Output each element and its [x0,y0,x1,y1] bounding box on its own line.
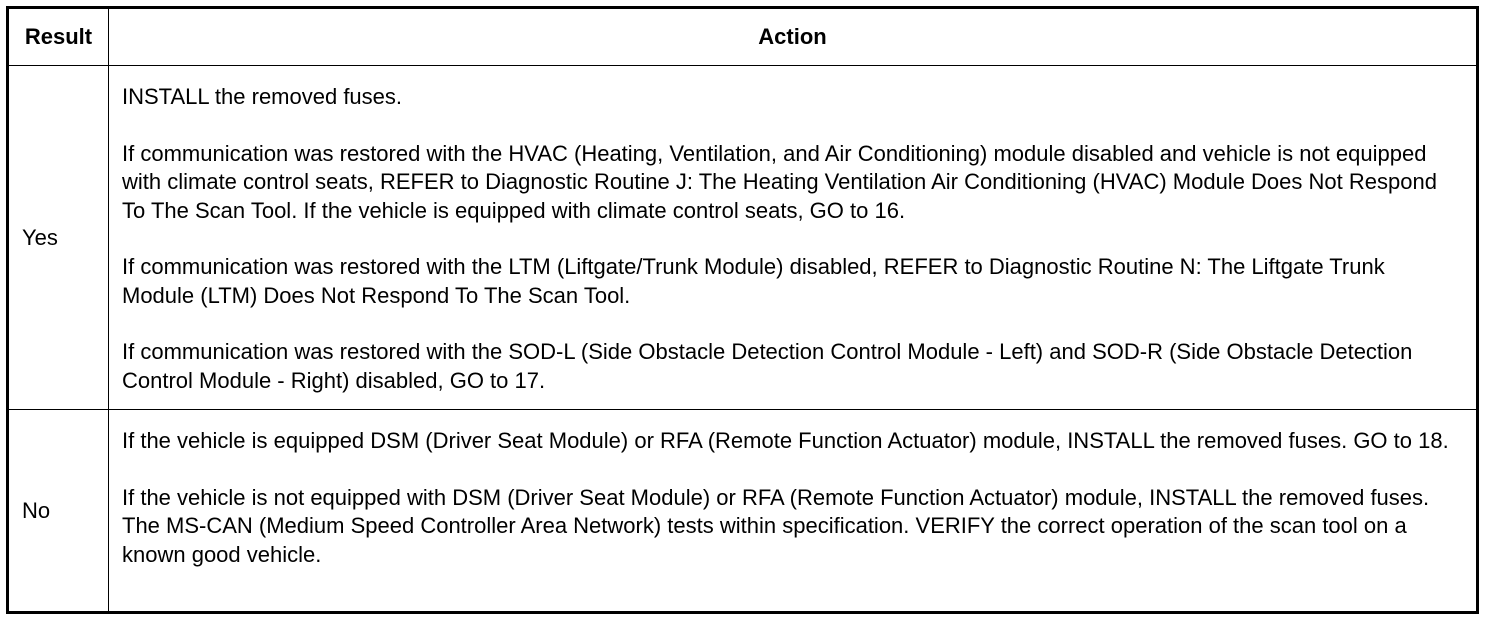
result-cell-no: No [8,410,109,613]
action-paragraph: If the vehicle is not equipped with DSM (Driver Seat Module) or RFA (Remote Function Actuator) module, INSTALL the removed fuses. The MS-CAN (Medium Speed Controller Area Network) tests within specification. VERIFY the correct operation of the scan tool on a known good vehicle. [122,484,1430,567]
action-cell-yes [109,66,1478,410]
action-cell-no [109,410,1478,613]
table-header-row [8,8,1478,66]
action-column-header: Action [109,8,1478,66]
result-cell-yes: Yes [8,66,109,410]
result-column-header: Result [8,8,109,66]
result-action-table [6,6,1479,614]
table-row-yes [8,66,1478,410]
action-paragraph: INSTALL the removed fuses. [122,84,403,109]
action-paragraph: If the vehicle is equipped DSM (Driver Seat Module) or RFA (Remote Function Actuator) module, INSTALL the removed fuses. GO to 18. [122,428,1449,453]
action-paragraph: If communication was restored with the SOD-L (Side Obstacle Detection Control Module - Left) and SOD-R (Side Obstacle Detection Control Module - Right) disabled, GO to 17. [122,339,1413,393]
action-paragraph: If communication was restored with the HVAC (Heating, Ventilation, and Air Conditioning) module disabled and vehicle is not equipped with climate control seats, REFER to Diagnostic Routine J: The Heating Ventilation Air Conditioning (HVAC) Module Does Not Respond To The Scan Tool. If the vehicle is equipped with climate control seats, GO to 16. [122,140,1437,223]
table-row-no [8,410,1478,613]
action-paragraph: If communication was restored with the LTM (Liftgate/Trunk Module) disabled, REFER to Diagnostic Routine N: The Liftgate Trunk Module (LTM) Does Not Respond To The Scan Tool. [122,254,1385,308]
